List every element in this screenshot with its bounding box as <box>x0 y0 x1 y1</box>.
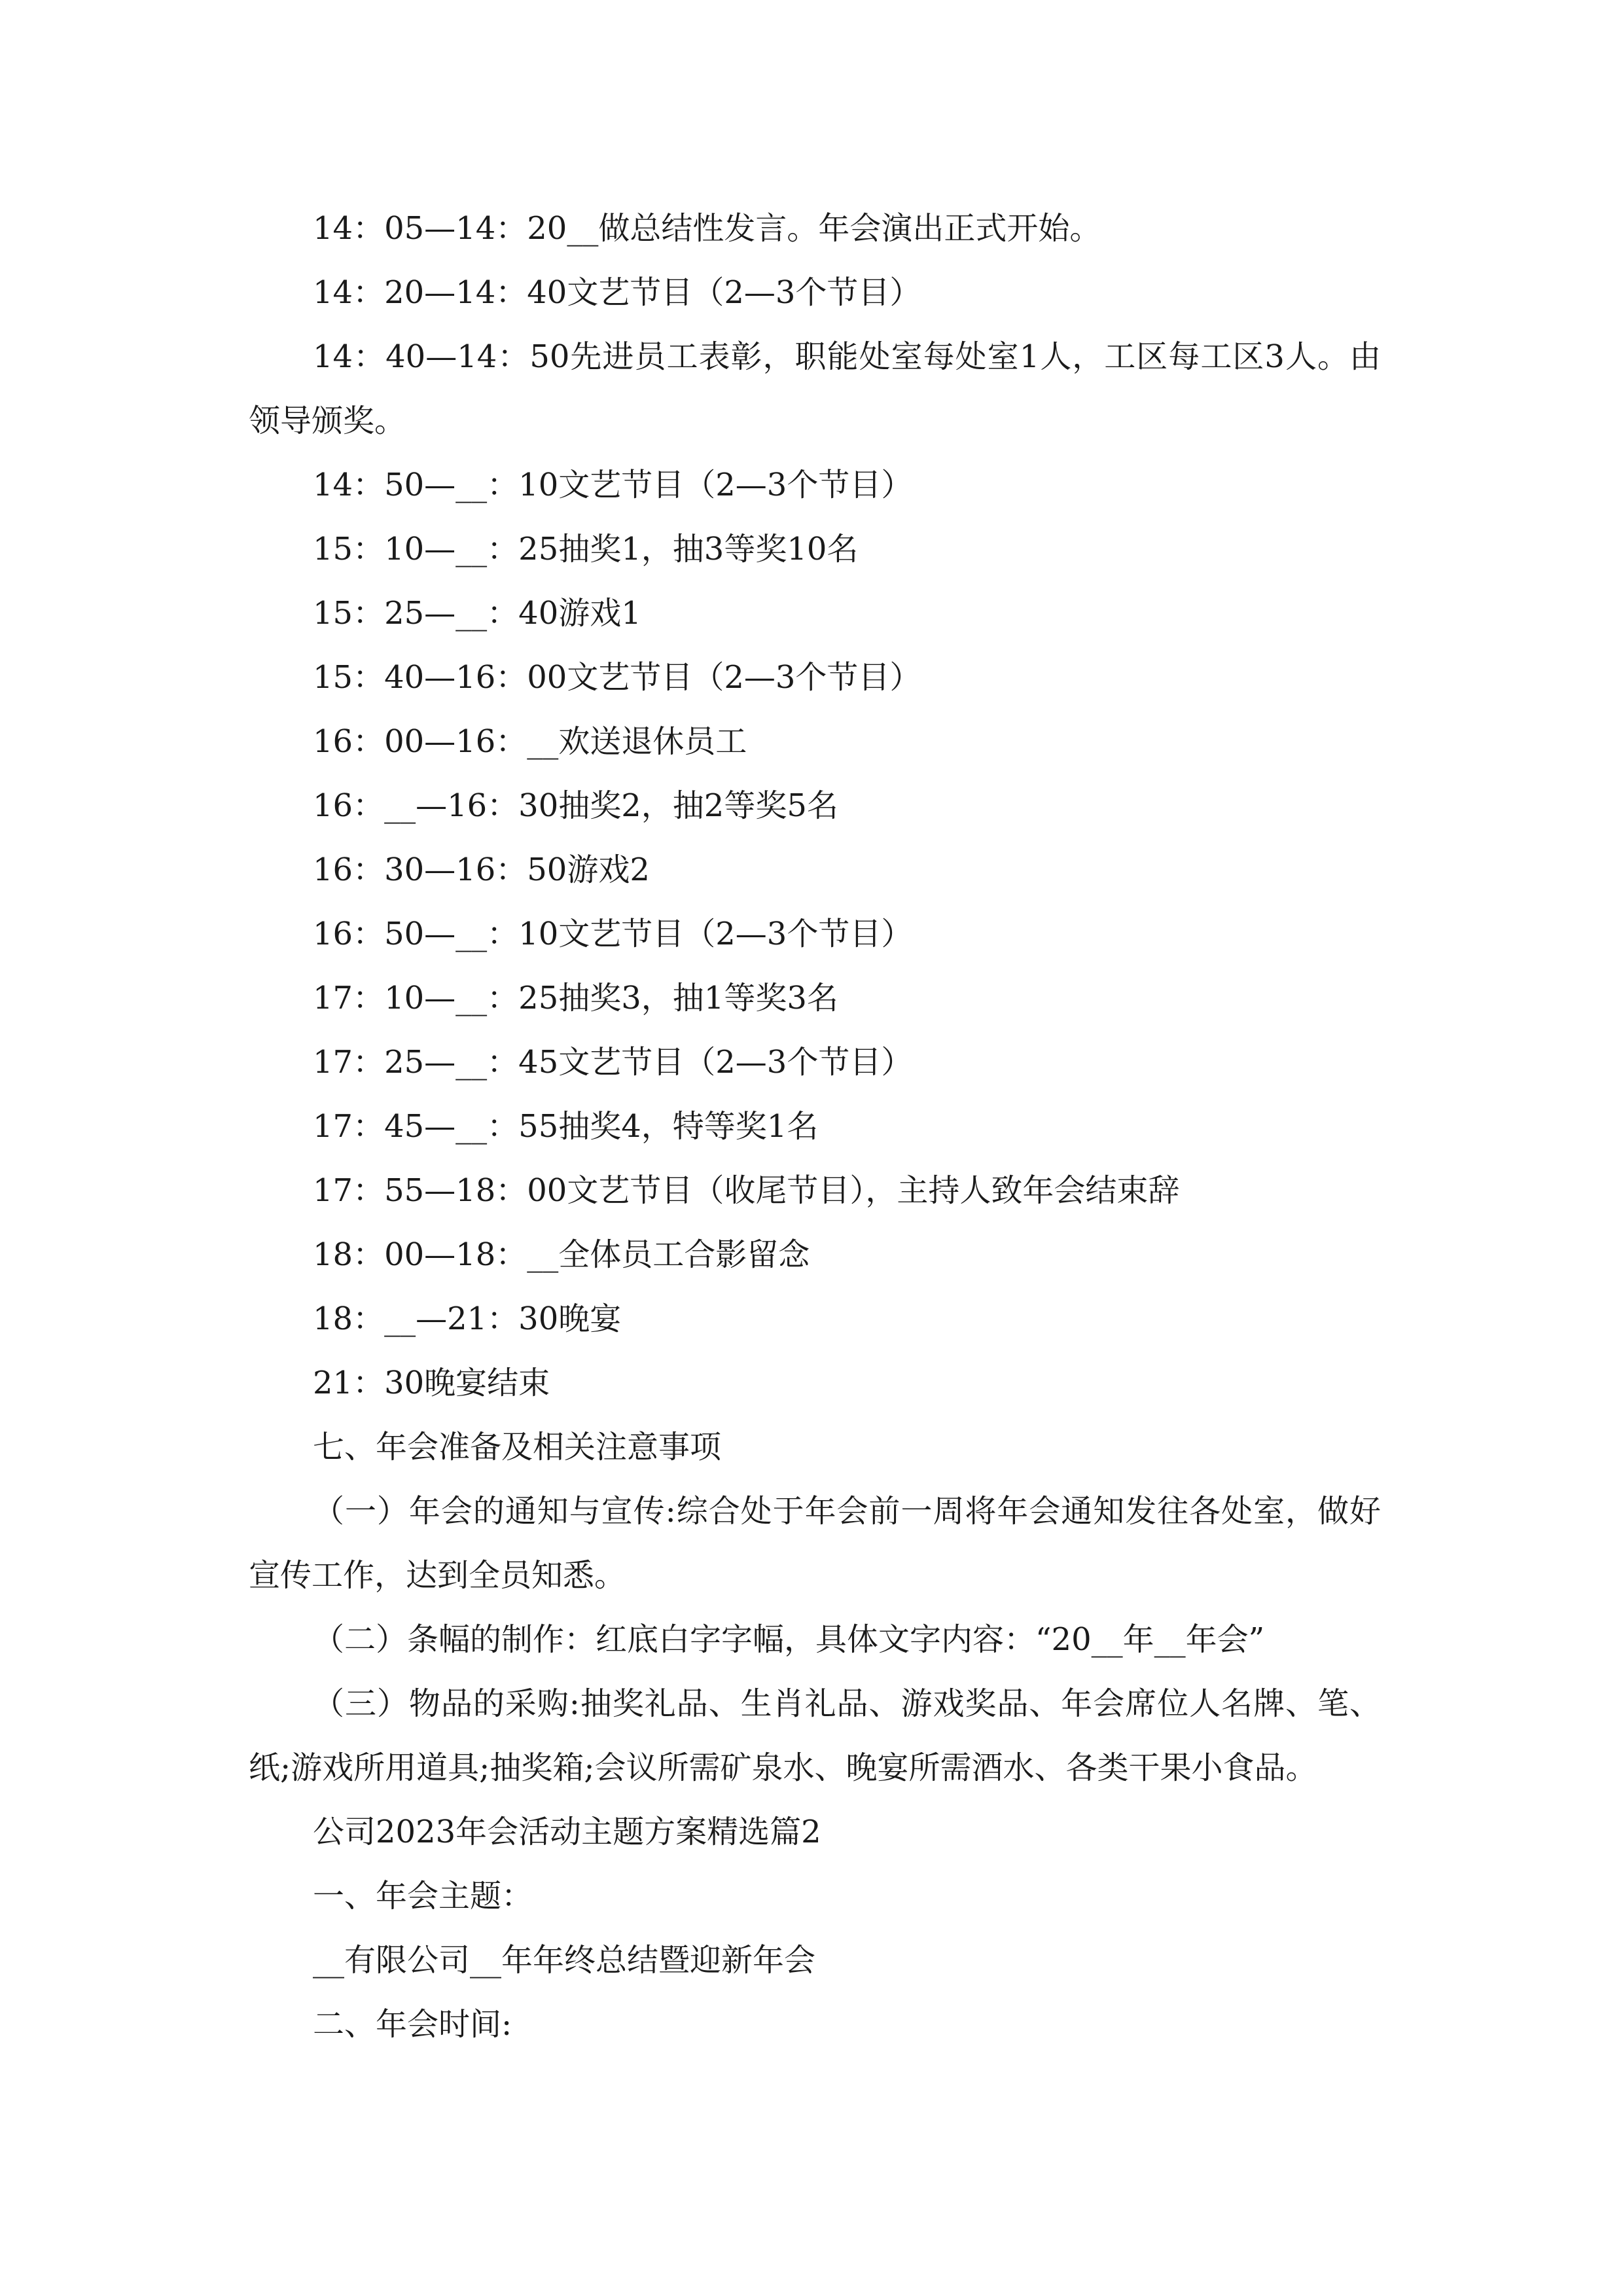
schedule-line: 17：45—__：55抽奖4，特等奖1名 <box>313 1108 819 1145</box>
schedule-line: 14：20—14：40文艺节目（2—3个节目） <box>313 274 921 311</box>
body-paragraph: （一）年会的通知与宣传:综合处于年会前一周将年会通知发往各处室，做好宣传工作，达到全员知悉。 <box>249 1493 1381 1594</box>
body-paragraph: （三）物品的采购:抽奖礼品、生肖礼品、游戏奖品、年会席位人名牌、笔、纸;游戏所用道具;抽奖箱;会议所需矿泉水、晚宴所需酒水、各类干果小食品。 <box>249 1685 1381 1786</box>
schedule-line: 18：__—21：30晚宴 <box>313 1300 622 1337</box>
article-title: 公司2023年会活动主题方案精选篇2 <box>313 1814 821 1850</box>
schedule-line: 16：30—16：50游戏2 <box>313 852 650 888</box>
section-heading: 一、年会主题： <box>313 1878 533 1914</box>
section-heading: 七、年会准备及相关注意事项 <box>313 1429 722 1465</box>
schedule-line: 17：55—18：00文艺节目（收尾节目），主持人致年会结束辞 <box>313 1172 1180 1209</box>
schedule-line: 17：10—__：25抽奖3，抽1等奖3名 <box>313 980 838 1016</box>
schedule-line: 16：50—__：10文艺节目（2—3个节目） <box>313 916 913 952</box>
body-line: （二）条幅的制作：红底白字字幅，具体文字内容：“20__年__年会” <box>313 1621 1265 1658</box>
body-line: __有限公司__年年终总结暨迎新年会 <box>313 1942 816 1979</box>
schedule-line: 16：00—16：__欢送退休员工 <box>313 723 747 760</box>
schedule-line: 15：10—__：25抽奖1，抽3等奖10名 <box>313 531 859 567</box>
schedule-line: 15：25—__：40游戏1 <box>313 595 641 632</box>
schedule-line: 21：30晚宴结束 <box>313 1365 550 1401</box>
schedule-line: 16：__—16：30抽奖2，抽2等奖5名 <box>313 787 838 824</box>
schedule-line: 15：40—16：00文艺节目（2—3个节目） <box>313 659 921 696</box>
schedule-line: 18：00—18：__全体员工合影留念 <box>313 1236 810 1273</box>
schedule-line: 17：25—__：45文艺节目（2—3个节目） <box>313 1044 913 1081</box>
schedule-paragraph: 14：40—14：50先进员工表彰，职能处室每处室1人，工区每工区3人。由领导颁奖。 <box>249 338 1381 439</box>
section-heading: 二、年会时间: <box>313 2006 512 2043</box>
schedule-line: 14：50—__：10文艺节目（2—3个节目） <box>313 467 913 503</box>
document-body <box>249 196 1381 2056</box>
schedule-line: 14：05—14：20__做总结性发言。年会演出正式开始。 <box>313 210 1101 247</box>
